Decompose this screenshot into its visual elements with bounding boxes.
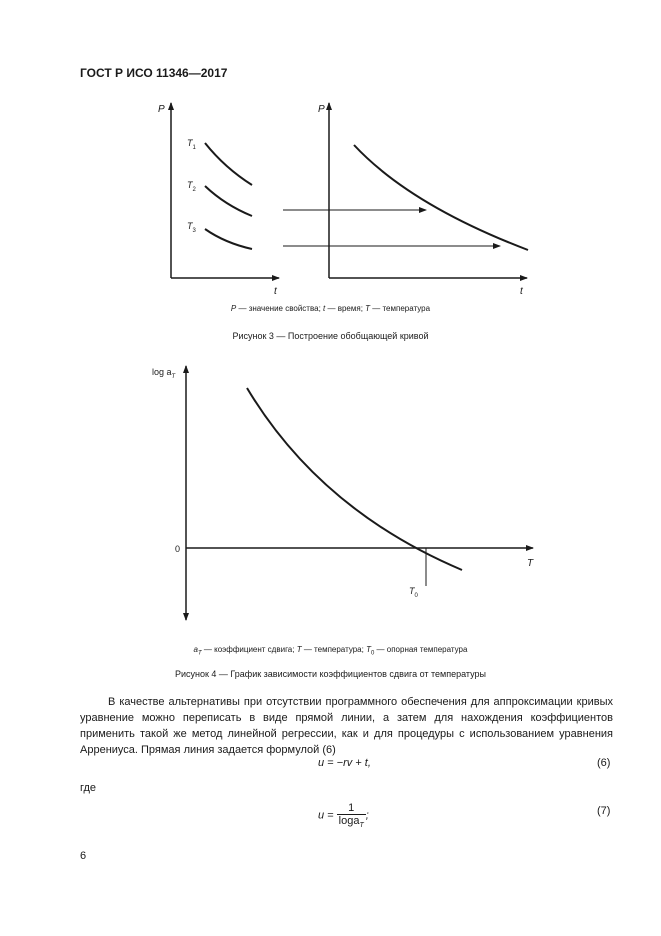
body-paragraph: В качестве альтернативы при отсутствии программного обеспечения для аппроксимации кривых уравнение можно переписать в виде прямой линии, а затем для нахождения коэффициентов применить такой же метод линейной регрессии, как и для процедуры с использованием уравнения Аррениуса. Прямая линия задается формулой (6) xyxy=(80,696,613,756)
right-x-label: t xyxy=(520,286,523,297)
curve-t1 xyxy=(205,143,252,185)
left-x-label: t xyxy=(274,286,277,297)
page-number: 6 xyxy=(80,850,87,862)
formula-7: u = $\frac{1}{\log a_T}$ ; xyxy=(318,802,369,830)
figure4-caption: Рисунок 4 — График зависимости коэффициентов сдвига от температуры xyxy=(174,669,487,679)
figure4-legend: $a_T$ — коэффициент сдвига; T — температура; $T_0$ — опорная температура xyxy=(193,645,468,657)
fig4-x-label: T xyxy=(527,558,534,569)
where-label: где xyxy=(80,782,97,794)
formula-7-fraction: $\frac{1}{\log a_T}$ xyxy=(338,802,364,830)
figure3-left-panel xyxy=(158,103,279,297)
figure3-caption: Рисунок 3 — Построение обобщающей кривой xyxy=(232,331,429,341)
left-y-label: P xyxy=(158,104,165,115)
formula-6-number: (6) xyxy=(597,757,611,769)
figure3-legend: P — значение свойства; t — время; T — температура xyxy=(230,304,431,313)
document-header: ГОСТ Р ИСО 11346—2017 xyxy=(80,66,228,80)
figure4-plot xyxy=(152,366,534,620)
shift-factor-curve xyxy=(247,388,462,570)
curve-label-t1: $T_1$ xyxy=(187,138,196,151)
fig4-y-label: $\log a_T$ xyxy=(152,367,176,380)
formula-6: u = −rv + t, xyxy=(318,757,371,769)
curve-label-t3: $T_3$ xyxy=(187,221,196,234)
figure3-right-panel xyxy=(318,103,528,297)
curve-t3 xyxy=(205,229,252,249)
right-y-label: P xyxy=(318,104,325,115)
master-curve xyxy=(354,145,528,250)
curve-label-t2: $T_2$ xyxy=(187,180,196,193)
formula-7-number: (7) xyxy=(597,805,611,817)
fig4-zero-label: 0 xyxy=(175,544,181,554)
curve-t2 xyxy=(205,186,252,216)
fig4-t0-label: $T_0$ xyxy=(409,586,418,599)
